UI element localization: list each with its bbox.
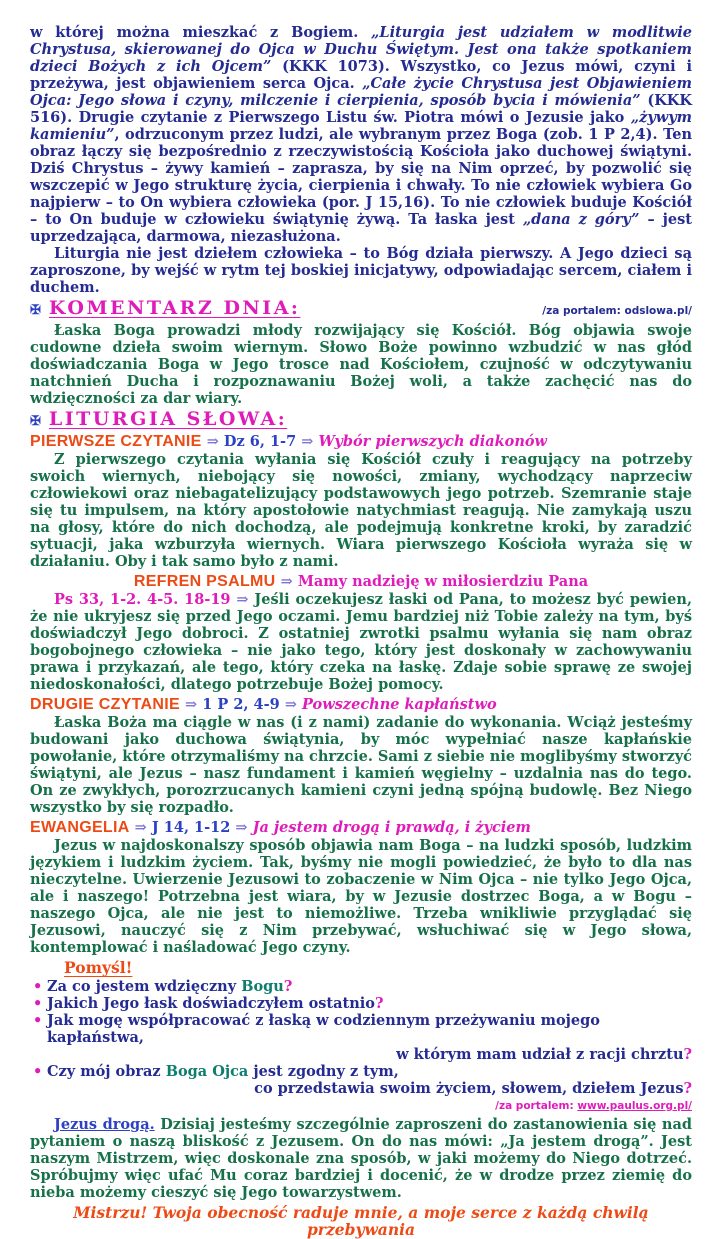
list-item <box>30 978 692 995</box>
text-run: Ps 33, 1-2. 4-5. 18-19 <box>54 591 237 608</box>
gospel-label: EWANGELIA <box>30 819 130 836</box>
komentarz-body: Łaska Boga prowadzi młody rozwijający się Kościół. Bóg objawia swoje cudowne dzieła swoim wiernym. Słowo Boże powinno wzbudzić w nas głód doświadczania Boga w Jego trosce nad Kościołem, czujność w odczytywaniu natchnień Ducha i rozpoznawaniu Bożej woli, a także zachęcić nas do wdzięczności za dar wiary. <box>30 322 692 407</box>
closing-prayer-line: Mistrzu! Twoja obecność raduje mnie, a moje serce z każdą chwilą przebywania <box>73 1203 649 1239</box>
gospel-subtitle: Ja jestem drogą i prawdą, i życiem <box>252 819 531 836</box>
first-reading-subtitle: Wybór pierwszych diakonów <box>318 433 548 450</box>
text-run: Jezus drogą. <box>54 1116 155 1133</box>
second-reading-reference: 1 P 2, 4-9 <box>202 696 280 713</box>
text-run: „żywym kamieniu” <box>30 109 692 143</box>
first-reading-body: Z pierwszego czytania wyłania się Kościół czuły i reagujący na potrzeby swoich wiernych, niebojący się nowości, zmiany, wychodzący naprzeciw człowiekowi oraz niebagatelizujący podstawowych jego potrzeb. Szemranie staje się tu impulsem, na który apostołowie natychmiast reagują. Nie zamykają uszu na głosy, które do nich dochodzą, ale podejmują konkretne kroki, by zaradzić sytuacji, jaka wzburzyła wiernych. Wiara pierwszego Kościoła wyraża się w działaniu. Oby i tak samo było z nami. <box>30 451 692 570</box>
text-run: Boga Ojca <box>165 1063 249 1080</box>
bullet-icon: • <box>33 995 43 1012</box>
text-run: jest zgodny z tym, <box>248 1063 399 1080</box>
arrow-icon: ⇒ <box>134 819 147 836</box>
arrow-icon: ⇒ <box>284 696 297 713</box>
text-run: ? <box>374 995 384 1012</box>
gospel-body: Jezus w najdoskonalszy sposób objawia nam Boga – na ludzki sposób, ludzkim językiem i ludzkim życiem. Tak, byśmy nie mogli powiedzieć, że było to dla nas nieczytelne. Uwierzenie Jezusowi to zobaczenie w Nim Ojca – nie tylko Jego Ojca, ale i naszego! Potrzebna jest wiara, by w Jezusie dostrzec Boga, a w Bogu – naszego Ojca, ale nie jest to niemożliwe. Trzeba wnikliwie przyglądać się Jezusowi, nauczyć się z Nim przebywać, wsłuchiwać się w Jego słowa, kontemplować i naśladować Jego czyny. <box>30 837 692 956</box>
question-continuation <box>47 1046 692 1063</box>
text-run: ? <box>283 978 293 995</box>
first-reading-header <box>30 433 692 450</box>
liturgia-heading-row <box>30 408 692 430</box>
text-run: (KKK 1073). Wszystko, co Jezus mówi, czyni i przeżywa, jest objawieniem serca Ojca. <box>30 58 692 92</box>
text-run: Jak mogę współpracować z łaską w codziennym przeżywaniu mojego kapłaństwa, <box>47 1012 600 1046</box>
bullet-icon: • <box>33 1063 43 1080</box>
question-text <box>47 995 383 1012</box>
psalm-label: REFREN PSALMU <box>133 573 276 590</box>
bullet-icon: • <box>33 1012 43 1029</box>
cross-icon: ✠ <box>30 414 41 429</box>
psalm-header <box>30 573 692 590</box>
first-reading-reference: Dz 6, 1-7 <box>223 433 297 450</box>
first-reading-label: PIERWSZE CZYTANIE <box>30 433 202 450</box>
text-run: „Liturgia jest udziałem w modlitwie Chrystusa, skierowanej do Ojca w Duchu Świętym. Jest ona także spotkaniem dzieci Bożych z ich Ojcem” <box>30 24 692 75</box>
text-run: w którym mam udział z racji chrztu <box>396 1046 684 1063</box>
liturgia-title: LITURGIA SŁOWA: <box>48 408 288 430</box>
arrow-icon: ⇒ <box>301 433 314 450</box>
komentarz-title: KOMENTARZ DNIA: <box>48 297 301 319</box>
gospel-reference: J 14, 1-12 <box>151 819 231 836</box>
list-item <box>30 1063 692 1097</box>
text-run: (KKK 516). Drugie czytanie z Pierwszego Listu św. Piotra mówi o Jezusie jako <box>30 92 693 126</box>
text-run: ? <box>683 1080 692 1097</box>
text-run: Dzisiaj jesteśmy szczególnie zaproszeni do zastanowienia się nad pytaniem o naszą bliskość z Jezusem. On do nas mówi: „Ja jestem drogą”. Jest naszym Mistrzem, więc doskonale zna sposób, w jaki możemy do Niego dotrzeć. Spróbujmy więc ufać Mu coraz bardziej i docenić, że w drodze przez ziemię do nieba możemy cieszyć się Jego towarzystwem. <box>30 1116 692 1201</box>
text-run: ⇒ <box>236 591 255 608</box>
list-item <box>30 995 692 1012</box>
arrow-icon: ⇒ <box>235 819 248 836</box>
text-run: Czy mój obraz <box>47 1063 166 1080</box>
intro-paragraph-2: Liturgia nie jest dziełem człowieka – to Bóg działa pierwszy. A Jego dzieci są zaproszone, by wejść w rytm tej boskiej inicjatywy, odpowiadając sercem, ciałem i duchem. <box>30 245 692 296</box>
text-run: ? <box>683 1046 692 1063</box>
bullet-icon: • <box>33 978 43 995</box>
paulus-source-row <box>30 1098 692 1115</box>
pomysl-heading: Pomyśl! <box>64 958 133 977</box>
closing-paragraph <box>30 1116 692 1201</box>
text-run: Jeśli oczekujesz łaski od Pana, to możesz być pewien, że nie ukryjesz się przed Jego oczami. Jemu bardziej niż Tobie zależy na tym, byś doświadczył Jego dobroci. Z ostatniej zwrotki psalmu wyłania się nam obraz bogobojnego człowieka – nie jako tego, który jest doskonały w zachowywaniu prawa i przykazań, ale tego, który czeka na łaskę. Zdaje sobie sprawę ze swojej niedoskonałości, dlatego potrzebuje Bożej pomocy. <box>30 591 692 693</box>
question-continuation <box>47 1080 692 1097</box>
text-run: , odrzuconym przez ludzi, ale wybranym przez Boga (zob. 1 P 2,4). Ten obraz łączy się bezpośrednio z rzeczywistością Kościoła jako duchowej świątyni. Dziś Chrystus – żywy kamień – zaprasza, by się na Nim oprzeć, by pozwolić się wszczepić w Jego strukturę życia, cierpienia i chwały. To nie człowiek wybiera Go najpierw – to On wybiera człowieka (por. J 15,16). To nie człowiek buduje Kościół – to On buduje w człowieku świątynię żywą. Ta łaska jest <box>30 126 692 228</box>
arrow-icon: ⇒ <box>280 573 293 590</box>
question-text <box>47 1012 600 1046</box>
text-run: – jest uprzedzająca, darmowa, niezasłużona. <box>30 211 692 245</box>
source-prefix: /za portalem: <box>495 1100 578 1112</box>
text-run: Jakich Jego łask doświadczyłem ostatnio <box>47 995 375 1012</box>
paulus-link[interactable]: www.paulus.org.pl/ <box>577 1100 692 1112</box>
arrow-icon: ⇒ <box>206 433 219 450</box>
gospel-header <box>30 819 692 836</box>
intro-paragraph-1 <box>30 24 692 245</box>
text-run: „Całe życie Chrystusa jest Objawieniem Ojca: Jego słowa i czyny, milczenie i cierpienia, sposób bycia i mówienia” <box>30 75 692 109</box>
text-run: w której można mieszkać z Bogiem. <box>30 24 372 41</box>
psalm-body <box>30 591 692 693</box>
arrow-icon: ⇒ <box>185 696 198 713</box>
psalm-subtitle: Mamy nadzieję w miłosierdziu Pana <box>297 573 589 590</box>
question-list <box>30 978 692 1097</box>
list-item <box>30 1012 692 1063</box>
komentarz-heading-row <box>30 297 692 320</box>
text-run: Za co jestem wdzięczny <box>47 978 242 995</box>
komentarz-source-attribution: /za portalem: odslowa.pl/ <box>542 305 692 317</box>
second-reading-header <box>30 696 692 713</box>
text-run: Bogu <box>241 978 284 995</box>
question-text <box>47 978 292 995</box>
second-reading-subtitle: Powszechne kapłaństwo <box>302 696 497 713</box>
second-reading-body: Łaska Boża ma ciągle w nas (i z nami) zadanie do wykonania. Wciąż jesteśmy budowani jako duchowa świątynia, by móc wypełniać nasze kapłańskie powołanie, które otrzymaliśmy na chrzcie. Sami z siebie nie moglibyśmy stworzyć świątyni, ale Jezus – nasz fundament i kamień węgielny – uzdalnia nas do tego. On ze zwykłych, porozrzucanych kamieni czyni jedną spójną budowlę. Bez Niego wszystko by się rozpadło. <box>30 714 692 816</box>
text-run: co przedstawia swoim życiem, słowem, dziełem Jezus <box>254 1080 684 1097</box>
question-text <box>47 1063 399 1080</box>
cross-icon: ✠ <box>30 303 41 318</box>
text-run: „dana z góry” <box>522 211 640 228</box>
second-reading-label: DRUGIE CZYTANIE <box>30 696 180 713</box>
